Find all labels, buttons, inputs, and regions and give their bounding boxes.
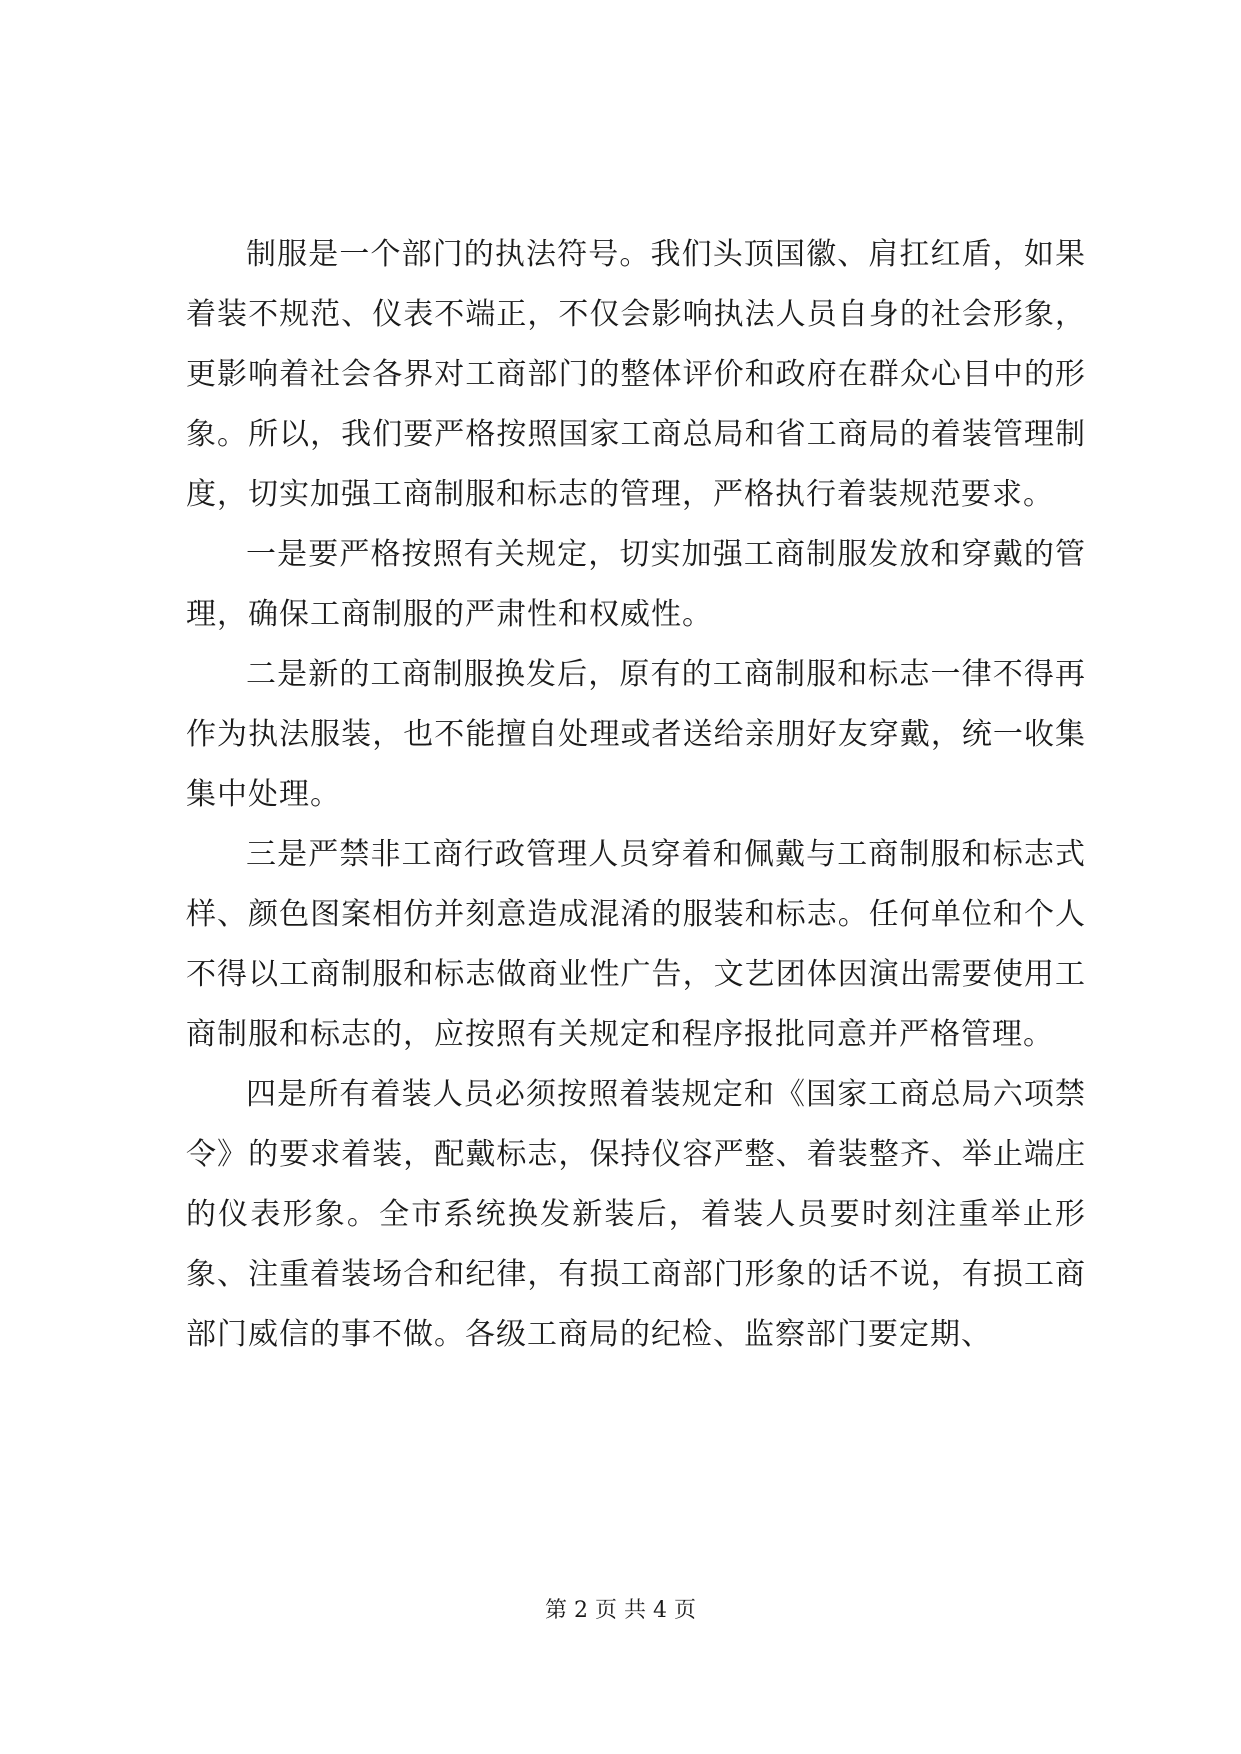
- document-body: [186, 225, 1086, 1365]
- paragraph-5: 四是所有着装人员必须按照着装规定和《国家工商总局六项禁令》的要求着装，配戴标志，保持仪容严整、着装整齐、举止端庄的仪表形象。全市系统换发新装后，着装人员要时刻注重举止形象、注重着装场合和纪律，有损工商部门形象的话不说，有损工商部门威信的事不做。各级工商局的纪检、监察部门要定期、: [186, 1077, 1086, 1352]
- paragraph-1: 制服是一个部门的执法符号。我们头顶国徽、肩扛红盾，如果着装不规范、仪表不端正，不仅会影响执法人员自身的社会形象，更影响着社会各界对工商部门的整体评价和政府在群众心目中的形象。所以，我们要严格按照国家工商总局和省工商局的着装管理制度，切实加强工商制服和标志的管理，严格执行着装规范要求。: [186, 237, 1086, 512]
- page-number-footer: 第 2 页 共 4 页: [545, 1598, 696, 1623]
- paragraph-3: 二是新的工商制服换发后，原有的工商制服和标志一律不得再作为执法服装，也不能擅自处理或者送给亲朋好友穿戴，统一收集集中处理。: [186, 657, 1086, 812]
- paragraph-2: 一是要严格按照有关规定，切实加强工商制服发放和穿戴的管理，确保工商制服的严肃性和权威性。: [186, 537, 1086, 632]
- paragraph-4: 三是严禁非工商行政管理人员穿着和佩戴与工商制服和标志式样、颜色图案相仿并刻意造成混淆的服装和标志。任何单位和个人不得以工商制服和标志做商业性广告，文艺团体因演出需要使用工商制服和标志的，应按照有关规定和程序报批同意并严格管理。: [186, 837, 1086, 1052]
